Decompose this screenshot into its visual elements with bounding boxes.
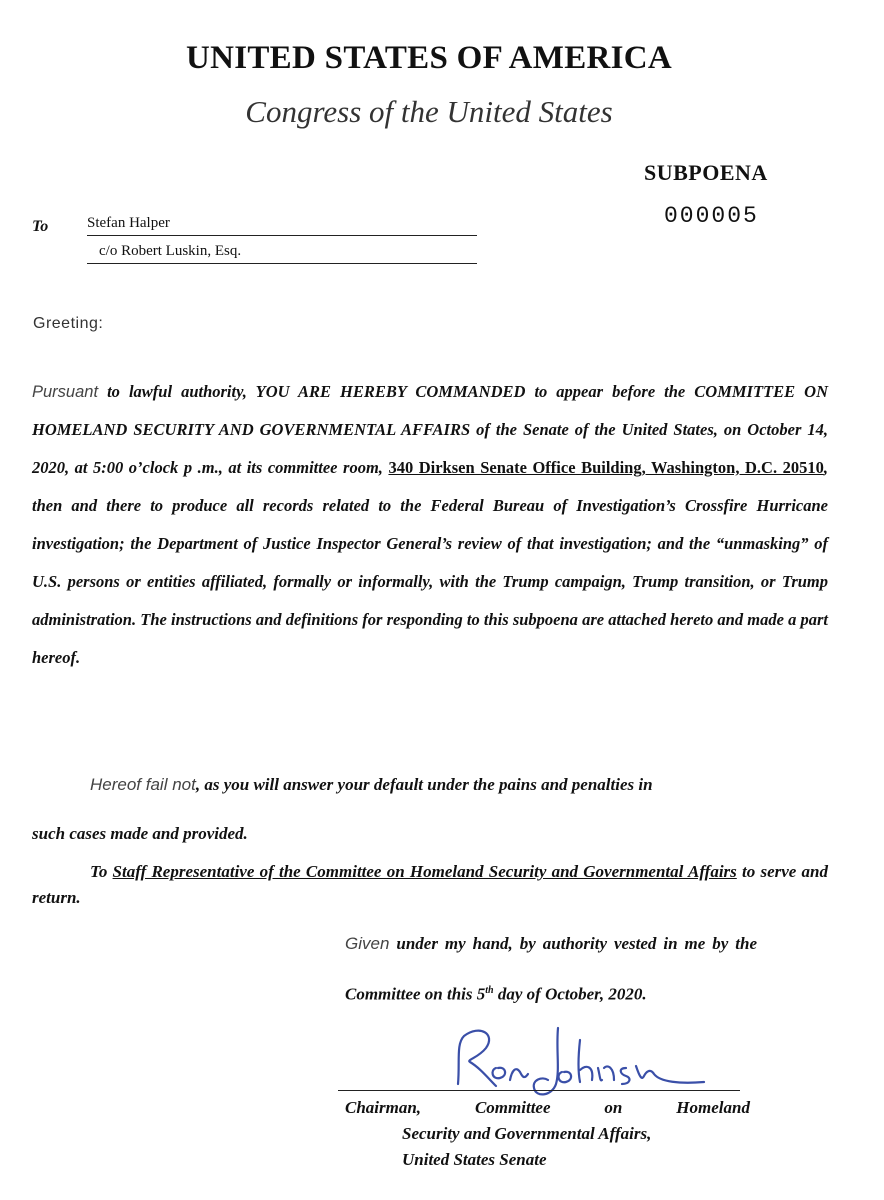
- command-text-part-2: , then and there to produce all records related to the Federal Bureau of Investigation’s Crossfire Hurricane investigation; the Department of Justice Inspector General’s review of that investigation; and the “unmasking” of U.S. persons or entities affiliated, formally or informally, with the Trump campaign, Trump transition, or Trump administration. The instructions and definitions for responding to this subpoena are attached hereto and made a part hereof.: [32, 458, 828, 667]
- given-paragraph: [345, 920, 757, 1018]
- committee-word: Committee: [474, 1098, 551, 1117]
- hereof-line: [90, 775, 828, 795]
- greeting: Greeting:: [33, 315, 104, 332]
- homeland-word: Homeland: [676, 1098, 750, 1117]
- subpoena-number: 000005: [664, 203, 759, 229]
- signature-line: [338, 1090, 740, 1091]
- chairman-line-2: Security and Governmental Affairs,: [402, 1124, 652, 1143]
- hereof-lead: Hereof fail not: [90, 775, 196, 794]
- serve-rest: to serve and return.: [32, 862, 829, 907]
- hereof-rest: , as you will answer your default under the pains and penalties in: [195, 775, 653, 794]
- command-text-part-1: to lawful authority, YOU ARE HEREBY COMMANDED to appear before the COMMITTEE ON HOMELAND SECURITY AND GOVERNMENTAL AFFAIRS of the Senate of the United States, on October 14, 2020, at 5:00 o’clock p .m., at its committee room,: [32, 382, 828, 477]
- given-lead: Given: [345, 934, 390, 953]
- chairman-line-3: United States Senate: [402, 1150, 547, 1169]
- chairman-line-1: [345, 1095, 750, 1121]
- subpoena-label: SUBPOENA: [644, 160, 768, 185]
- hereof-line-2: such cases made and provided.: [32, 824, 248, 843]
- given-rest: under my hand, by authority vested in me by the Committee on this 5: [345, 934, 757, 1004]
- recipient-care-of: c/o Robert Luskin, Esq.: [99, 243, 242, 259]
- document-title: UNITED STATES OF AMERICA: [185, 40, 673, 76]
- document-subtitle: Congress of the United States: [245, 94, 613, 129]
- given-sup: th: [485, 985, 494, 996]
- serve-paragraph: [32, 859, 828, 911]
- pursuant-word: Pursuant: [32, 383, 99, 401]
- on-word: on: [604, 1098, 623, 1117]
- recipient-name-line: [87, 215, 477, 236]
- serve-to: To: [90, 862, 113, 881]
- chairman-word: Chairman,: [345, 1098, 422, 1117]
- committee-room-address: 340 Dirksen Senate Office Building, Washington, D.C. 20510: [388, 458, 824, 477]
- given-tail: day of October, 2020.: [493, 984, 647, 1004]
- chairman-block: [345, 1095, 750, 1173]
- recipient-care-of-line: [87, 243, 477, 264]
- serve-staff: Staff Representative of the Committee on Homeland Security and Governmental Affairs: [112, 862, 737, 881]
- command-paragraph: [32, 373, 828, 677]
- to-label: To: [32, 218, 49, 235]
- recipient-name: Stefan Halper: [87, 215, 170, 231]
